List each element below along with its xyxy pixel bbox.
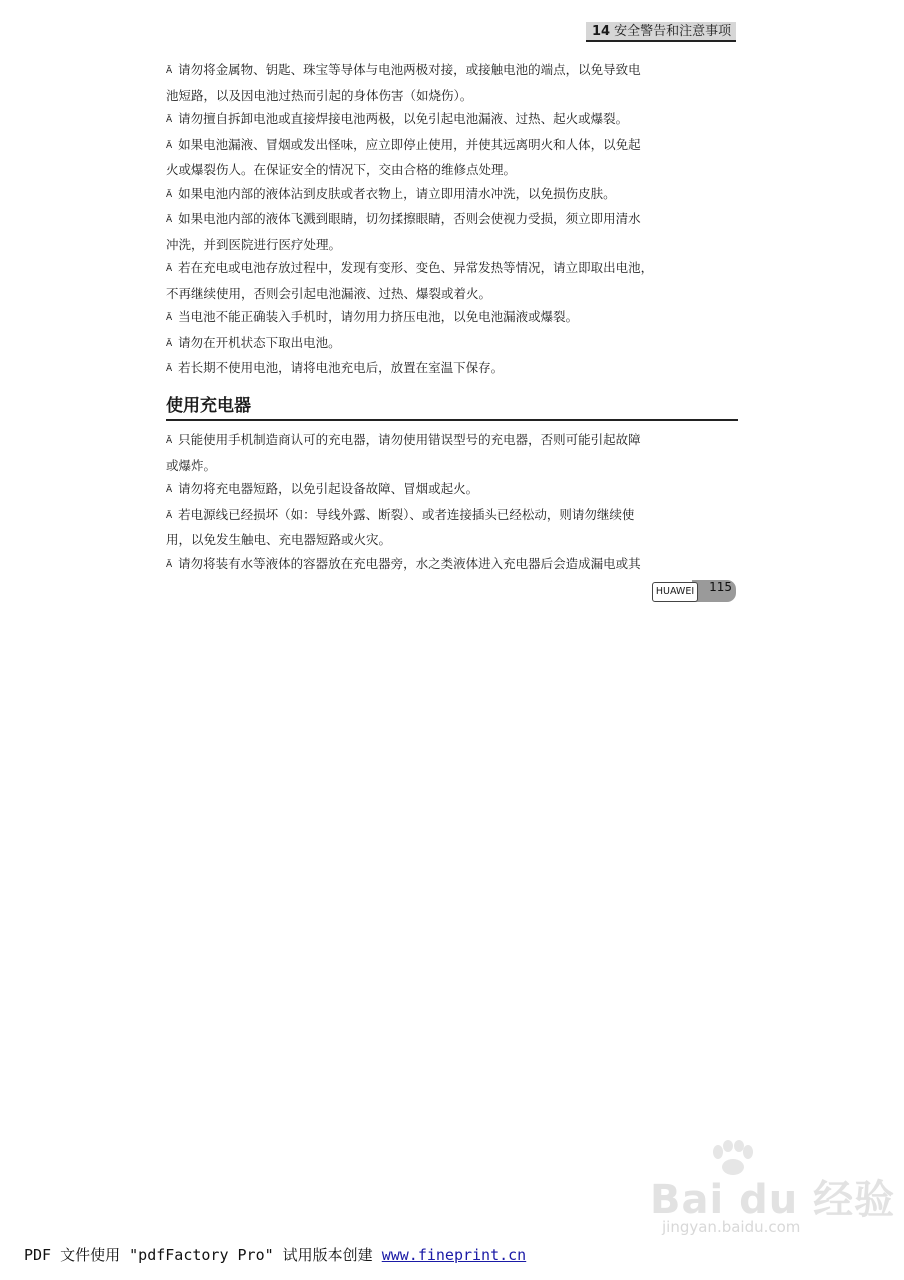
bullet-icon: Ä (166, 215, 173, 225)
section-title-charger: 使用充电器 (166, 394, 738, 421)
charger-safety-list (166, 428, 706, 577)
list-item-text: 只能使用手机制造商认可的充电器，请勿使用错误型号的充电器，否则可能引起故障 (178, 432, 641, 447)
list-item (166, 552, 706, 578)
list-item-continuation (166, 528, 706, 552)
bullet-icon: Ä (166, 189, 173, 200)
list-item (166, 305, 706, 331)
pdf-notice (24, 1244, 624, 1265)
list-item-continuation (166, 282, 706, 306)
list-item-text: 池短路，以及因电池过热而引起的身体伤害（如烧伤）。 (166, 87, 473, 103)
list-item (166, 356, 706, 382)
bullet-icon: Ä (166, 313, 173, 323)
watermark-logo: Bai du 经验 (650, 1177, 896, 1223)
pdf-notice-text: PDF 文件使用 "pdfFactory Pro" 试用版本创建 (24, 1246, 382, 1264)
bullet-icon: Ä (166, 264, 173, 274)
list-item-text: 如果电池内部的液体沾到皮肤或者衣物上，请立即用清水冲洗，以免损伤皮肤。 (178, 185, 616, 201)
bullet-icon: Ä (166, 140, 173, 151)
watermark-url: jingyan.baidu.com (662, 1218, 801, 1236)
fineprint-link[interactable]: www.fineprint.cn (381, 1246, 527, 1264)
list-item-text: 不再继续使用，否则会引起电池漏液、过热、爆裂或着火。 (166, 285, 492, 301)
list-item-text: 若长期不使用电池，请将电池充电后，放置在室温下保存。 (178, 360, 504, 375)
list-item (166, 133, 706, 159)
list-item (166, 58, 706, 84)
chapter-title: 安全警告和注意事项 (614, 24, 732, 39)
chapter-number: 14 (592, 24, 611, 39)
bullet-icon: Ä (166, 364, 173, 374)
list-item-text: 请勿将金属物、钥匙、珠宝等导体与电池两极对接，或接触电池的端点，以免导致电 (178, 62, 641, 77)
bullet-icon: Ä (166, 115, 173, 125)
list-item-continuation (166, 84, 706, 108)
list-item-continuation (166, 454, 706, 478)
list-item-text: 请勿将充电器短路，以免引起设备故障、冒烟或起火。 (178, 481, 479, 496)
list-item-text: 或爆炸。 (166, 457, 217, 473)
bullet-icon: Ä (166, 510, 173, 521)
list-item (166, 428, 706, 454)
list-item (166, 331, 706, 357)
list-item-text: 若在充电或电池存放过程中，发现有变形、变色、异常发热等情况，请立即取出电池， (178, 260, 654, 275)
bullet-icon: Ä (166, 436, 173, 446)
list-item-text: 用，以免发生触电、充电器短路或火灾。 (166, 532, 392, 547)
list-item (166, 477, 706, 503)
list-item-text: 若电源线已经损坏（如：导线外露、断裂）、或者连接插头已经松动，则请勿继续使 (178, 506, 635, 522)
list-item-continuation (166, 158, 706, 182)
list-item-text: 当电池不能正确装入手机时，请勿用力挤压电池，以免电池漏液或爆裂。 (178, 309, 579, 324)
list-item (166, 256, 706, 282)
page-number: 115 (692, 580, 736, 602)
list-item-text: 如果电池漏液、冒烟或发出怪味，应立即停止使用，并使其远离明火和人体，以免起 (178, 136, 641, 152)
page-footer-tab (652, 580, 736, 602)
brand-label: HUAWEI (652, 582, 698, 602)
baidu-jingyan-watermark (640, 1140, 896, 1240)
battery-safety-list (166, 58, 706, 382)
list-item-text: 请勿在开机状态下取出电池。 (178, 334, 341, 350)
list-item-text: 请勿将装有水等液体的容器放在充电器旁，水之类液体进入充电器后会造成漏电或其 (178, 555, 641, 571)
list-item (166, 503, 706, 529)
list-item-text: 如果电池内部的液体飞溅到眼睛，切勿揉擦眼睛，否则会使视力受损，须立即用清水 (178, 211, 641, 226)
list-item (166, 107, 706, 133)
list-item-continuation (166, 233, 706, 257)
list-item (166, 207, 706, 233)
bullet-icon: Ä (166, 66, 173, 76)
running-header (586, 22, 736, 42)
bullet-icon: Ä (166, 338, 173, 349)
list-item-text: 请勿擅自拆卸电池或直接焊接电池两极，以免引起电池漏液、过热、起火或爆裂。 (178, 111, 629, 126)
list-item-text: 冲洗，并到医院进行医疗处理。 (166, 236, 342, 252)
bullet-icon: Ä (166, 559, 173, 570)
list-item-text: 火或爆裂伤人。在保证安全的情况下，交由合格的维修点处理。 (166, 162, 517, 177)
bullet-icon: Ä (166, 485, 173, 495)
list-item (166, 182, 706, 208)
